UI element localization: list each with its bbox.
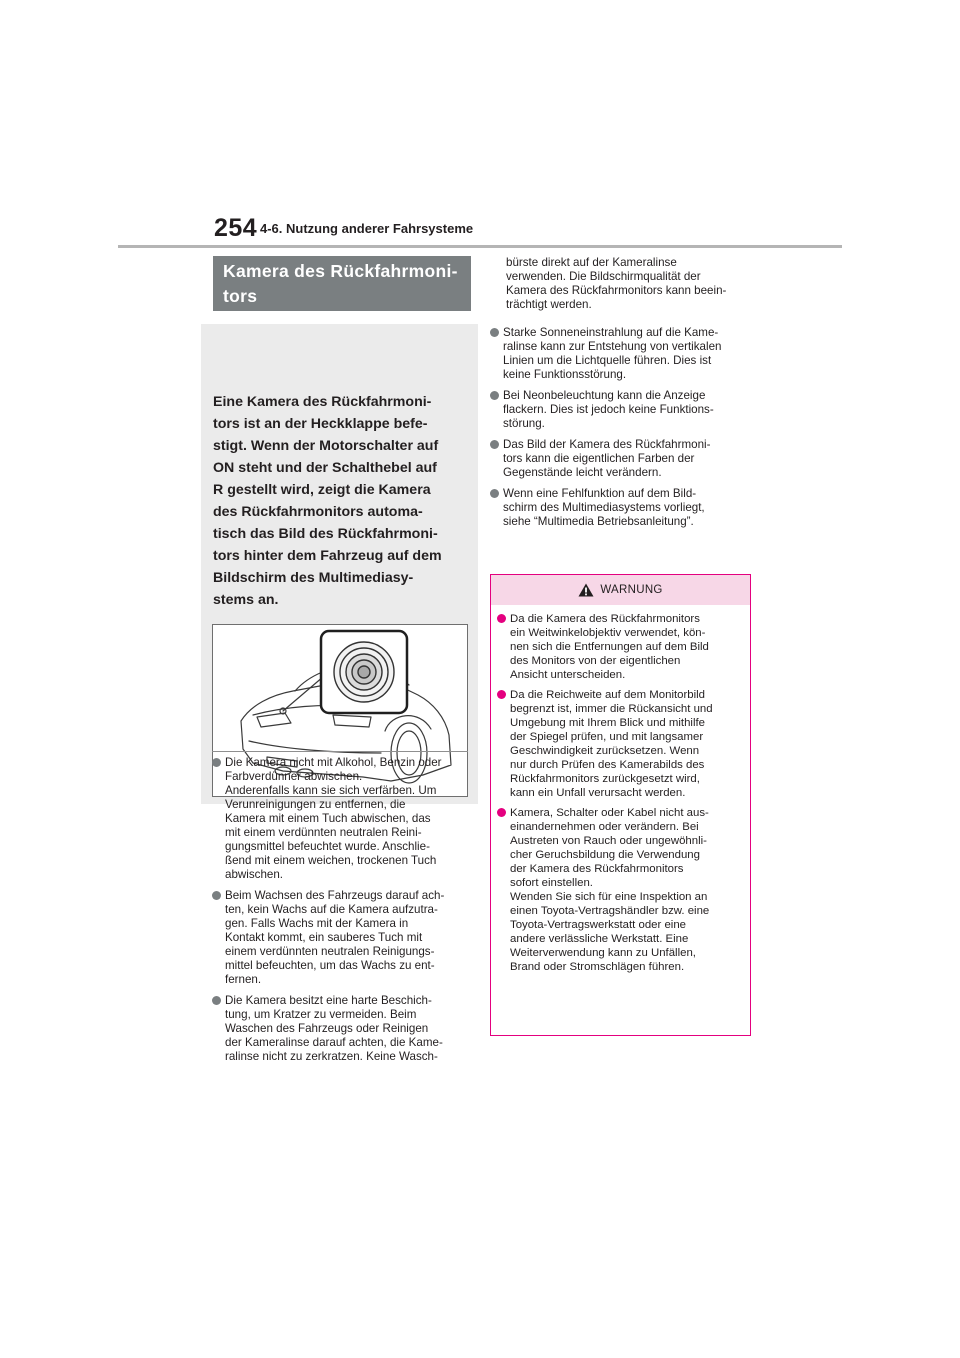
bullet-line: Farbverdünner abwischen. [225, 770, 363, 783]
bullet-line: störung. [503, 417, 545, 430]
section-title-line: tors [223, 286, 258, 306]
bullet-line: tors kann die eigentlichen Farben der [503, 452, 695, 465]
list-item [212, 889, 470, 987]
bullet-line: tung, um Kratzer zu vermeiden. Beim [225, 1008, 417, 1021]
list-item [212, 994, 470, 1064]
bullet-line: der Spiegel prüfen, und mit langsamer [510, 731, 704, 743]
left-bullet-list [212, 756, 470, 1071]
bullet-line: gen. Falls Wachs mit der Kamera in [225, 917, 409, 930]
bullet-dot-icon [212, 891, 221, 900]
bullet-line: Umgebung mit Ihrem Blick und mithilfe [510, 717, 705, 729]
section-title-line: Kamera des Rückfahrmoni- [223, 261, 458, 281]
warning-body [491, 605, 750, 974]
bullet-line: Rückfahrmonitors zurückgesetzt wird, [510, 773, 700, 785]
right-bullet-list [490, 326, 752, 536]
bullet-line: schirm des Multimediasystems vorliegt, [503, 501, 705, 514]
bullet-dot-icon [490, 328, 499, 337]
warning-triangle-icon [578, 583, 594, 597]
bullet-line: Beim Wachsen des Fahrzeugs darauf ach- [225, 889, 445, 902]
bullet-line: Gegenstände leicht verändern. [503, 466, 662, 479]
continued-line: verwenden. Die Bildschirmqualität der [506, 270, 701, 283]
intro-line: ON steht und der Schalthebel auf [213, 460, 437, 476]
warning-box [490, 574, 751, 1036]
bullet-line: Linien um die Lichtquelle führen. Dies ist [503, 354, 712, 367]
list-item [497, 688, 744, 800]
bullet-dot-icon [212, 996, 221, 1005]
bullet-line: Geschwindigkeit zurücksetzen. Wenn [510, 745, 700, 757]
bullet-line: Bei Neonbeleuchtung kann die Anzeige [503, 389, 706, 402]
bullet-line: Starke Sonneneinstrahlung auf die Kame- [503, 326, 719, 339]
intro-line: stigt. Wenn der Motorschalter auf [213, 438, 439, 454]
bullet-line: Wenden Sie sich für eine Inspektion an [510, 891, 708, 903]
bullet-line: abwischen. [225, 868, 284, 881]
list-item [497, 612, 744, 682]
intro-box [201, 324, 478, 804]
bullet-line: andere verlässliche Werkstatt. Eine [510, 933, 689, 945]
list-item [490, 487, 752, 529]
bullet-line: Verunreinigungen zu entfernen, die [225, 798, 406, 811]
bullet-line: nur durch Prüfen des Kamerabilds des [510, 759, 705, 771]
bullet-dot-icon [497, 690, 506, 699]
bullet-line: ßend mit einem weichen, trockenen Tuch [225, 854, 437, 867]
bullet-dot-icon [212, 758, 221, 767]
bullet-line: begrenzt ist, immer die Rückansicht und [510, 703, 713, 715]
intro-line: stems an. [213, 592, 279, 608]
bullet-dot-icon [490, 440, 499, 449]
bullet-line: Kamera, Schalter oder Kabel nicht aus- [510, 807, 709, 819]
bullet-line: der Kameralinse darauf achten, die Kame- [225, 1036, 443, 1049]
bullet-line: Da die Reichweite auf dem Monitorbild [510, 689, 706, 701]
bullet-line: des Monitors von der eigentlichen [510, 655, 681, 667]
section-title-bar [213, 256, 471, 311]
continued-line: Kamera des Rückfahrmonitors kann beein- [506, 284, 727, 297]
bullet-line: mittel befeuchten, um das Wachs zu ent- [225, 959, 435, 972]
intro-line: tisch das Bild des Rückfahrmoni- [213, 526, 438, 542]
bullet-line: ralinse kann zur Entstehung von vertikalen [503, 340, 722, 353]
bullet-dot-icon [497, 808, 506, 817]
bullet-line: fernen. [225, 973, 262, 986]
bullet-line: Brand oder Stromschlägen führen. [510, 961, 685, 973]
continued-paragraph [506, 256, 751, 312]
bullet-line: Waschen des Fahrzeugs oder Reinigen [225, 1022, 429, 1035]
intro-line: des Rückfahrmonitors automa- [213, 504, 423, 520]
list-item [212, 756, 470, 882]
bullet-line: Die Kamera nicht mit Alkohol, Benzin oder [225, 756, 442, 769]
warning-header [491, 575, 750, 605]
bullet-line: Wenn eine Fehlfunktion auf dem Bild- [503, 487, 697, 500]
bullet-line: einem verdünnten neutralen Reinigungs- [225, 945, 435, 958]
bullet-line: Anderenfalls kann sie sich verfärben. Um [225, 784, 437, 797]
bullet-dot-icon [490, 391, 499, 400]
intro-line: R gestellt wird, zeigt die Kamera [213, 482, 431, 498]
page-number: 254 [214, 214, 258, 242]
list-item [497, 806, 744, 974]
bullet-line: siehe “Multimedia Betriebsanleitung”. [503, 515, 694, 528]
continued-line: trächtigt werden. [506, 298, 592, 311]
bullet-line: ten, kein Wachs auf die Kamera aufzutra- [225, 903, 438, 916]
bullet-line: mit einem verdünnten neutralen Reini- [225, 826, 422, 839]
intro-line: Bildschirm des Multimediasy- [213, 570, 414, 586]
bullet-line: Die Kamera besitzt eine harte Beschich- [225, 994, 432, 1007]
column-divider [212, 751, 468, 752]
bullet-line: ein Weitwinkelobjektiv verwendet, kön- [510, 627, 706, 639]
bullet-dot-icon [497, 614, 506, 623]
bullet-line: einandernehmen oder verändern. Bei [510, 821, 699, 833]
bullet-line: Kamera mit einem Tuch abwischen, das [225, 812, 431, 825]
intro-line: Eine Kamera des Rückfahrmoni- [213, 394, 432, 410]
list-item [490, 438, 752, 480]
bullet-line: nen sich die Entfernungen auf dem Bild [510, 641, 709, 653]
bullet-line: Das Bild der Kamera des Rückfahrmoni- [503, 438, 711, 451]
bullet-line: kann ein Unfall verursacht werden. [510, 787, 686, 799]
header-rule [118, 245, 842, 248]
intro-line: tors hinter dem Fahrzeug auf dem [213, 548, 442, 564]
list-item [490, 326, 752, 382]
intro-text [213, 391, 469, 611]
bullet-line: flackern. Dies ist jedoch keine Funktions- [503, 403, 714, 416]
bullet-line: Kontakt kommt, ein sauberes Tuch mit [225, 931, 423, 944]
bullet-line: sofort einstellen. [510, 877, 593, 889]
bullet-line: Weiterverwendung kann zu Unfällen, [510, 947, 696, 959]
bullet-line: Austreten von Rauch oder ungewöhnli- [510, 835, 707, 847]
bullet-line: gungsmittel befeuchtet wurde. Anschlie- [225, 840, 430, 853]
intro-line: tors ist an der Heckklappe befe- [213, 416, 428, 432]
bullet-line: der Kamera des Rückfahrmonitors [510, 863, 684, 875]
bullet-line: ralinse nicht zu zerkratzen. Keine Wasch- [225, 1050, 438, 1063]
bullet-dot-icon [490, 489, 499, 498]
bullet-line: keine Funktionsstörung. [503, 368, 627, 381]
list-item [490, 389, 752, 431]
bullet-line: einen Toyota-Vertragshändler bzw. eine [510, 905, 710, 917]
continued-line: bürste direkt auf der Kameralinse [506, 256, 677, 269]
warning-label: WARNUNG [600, 584, 663, 596]
bullet-line: Ansicht unterscheiden. [510, 669, 626, 681]
bullet-line: Toyota-Vertragswerkstatt oder eine [510, 919, 687, 931]
bullet-line: Da die Kamera des Rückfahrmonitors [510, 613, 700, 625]
section-path: 4-6. Nutzung anderer Fahrsysteme [260, 221, 474, 236]
bullet-line: cher Geruchsbildung die Verwendung [510, 849, 700, 861]
